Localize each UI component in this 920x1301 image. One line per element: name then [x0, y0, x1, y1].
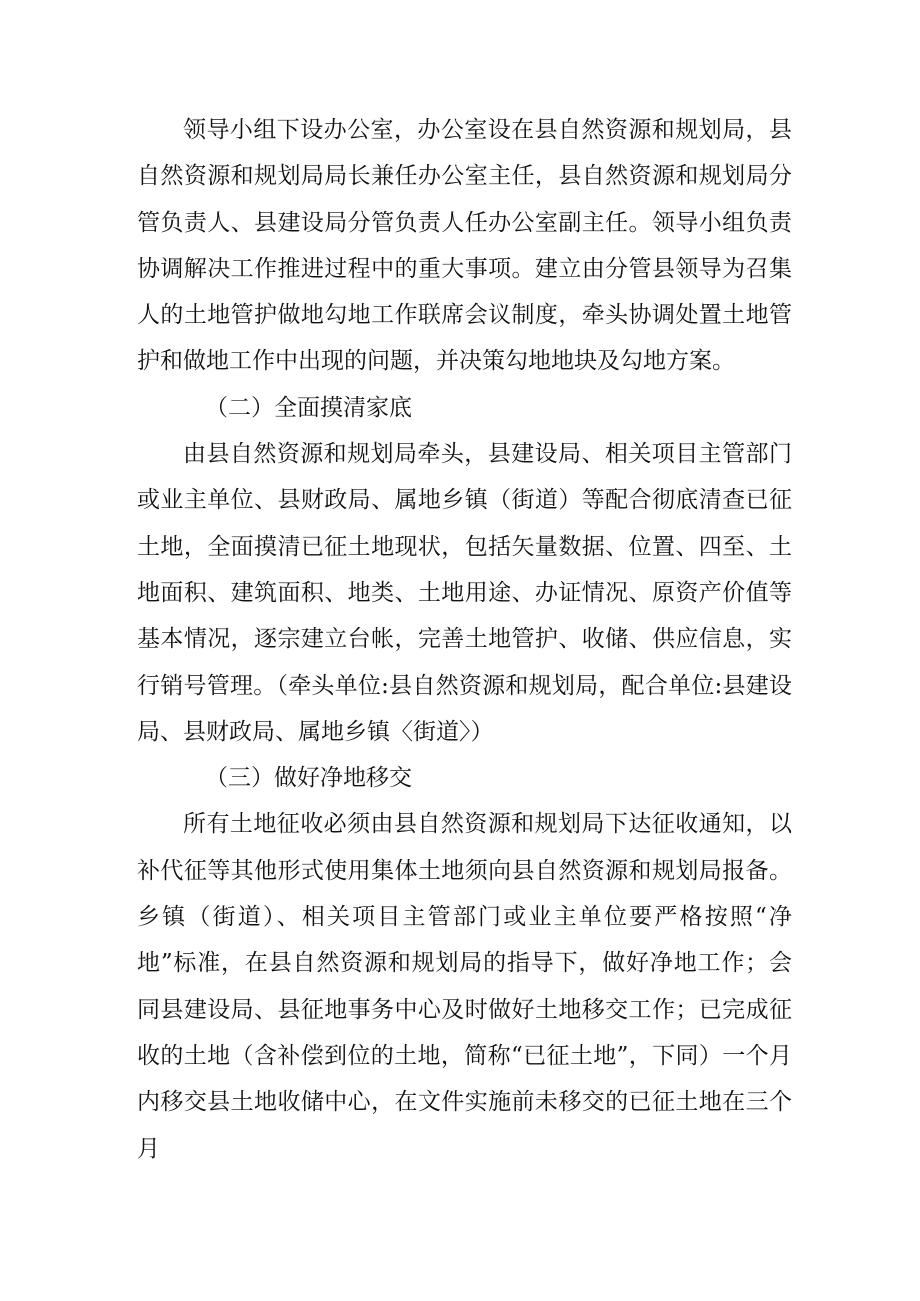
document-body [137, 107, 792, 1172]
section-heading-2: （二）全面摸清家底 [205, 394, 412, 421]
paragraph-leading-group-office: 领导小组下设办公室，办公室设在县自然资源和规划局，县自然资源和规划局局长兼任办公室主任，县自然资源和规划局分管负责人、县建设局分管负责人任办公室副主任。领导小组负责协调解决工作推进过程中的重大事项。建立由分管县领导为召集人的土地管护做地勾地工作联席会议制度，牵头协调处置土地管护和做地工作中出现的问题，并决策勾地地块及勾地方案。 [137, 117, 792, 375]
paragraph-land-survey: 由县自然资源和规划局牵头，县建设局、相关项目主管部门或业主单位、县财政局、属地乡镇（街道）等配合彻底清查已征土地，全面摸清已征土地现状，包括矢量数据、位置、四至、土地面积、建筑面积、地类、土地用途、办证情况、原资产价值等基本情况，逐宗建立台帐，完善土地管护、收储、供应信息，实行销号管理。（牵头单位:县自然资源和规划局，配合单位:县建设局、县财政局、属地乡镇〈街道〉） [137, 441, 792, 745]
section-heading-3: （三）做好净地移交 [205, 765, 412, 792]
paragraph-land-transfer: 所有土地征收必须由县自然资源和规划局下达征收通知，以补代征等其他形式使用集体土地须向县自然资源和规划局报备。乡镇（街道）、相关项目主管部门或业主单位要严格按照“净地”标准，在县自然资源和规划局的指导下，做好净地工作；会同县建设局、县征地事务中心及时做好土地移交工作；已完成征收的土地（含补偿到位的土地，简称“已征土地”，下同）一个月内移交县土地收储中心，在文件实施前未移交的已征土地在三个月 [137, 811, 792, 1162]
